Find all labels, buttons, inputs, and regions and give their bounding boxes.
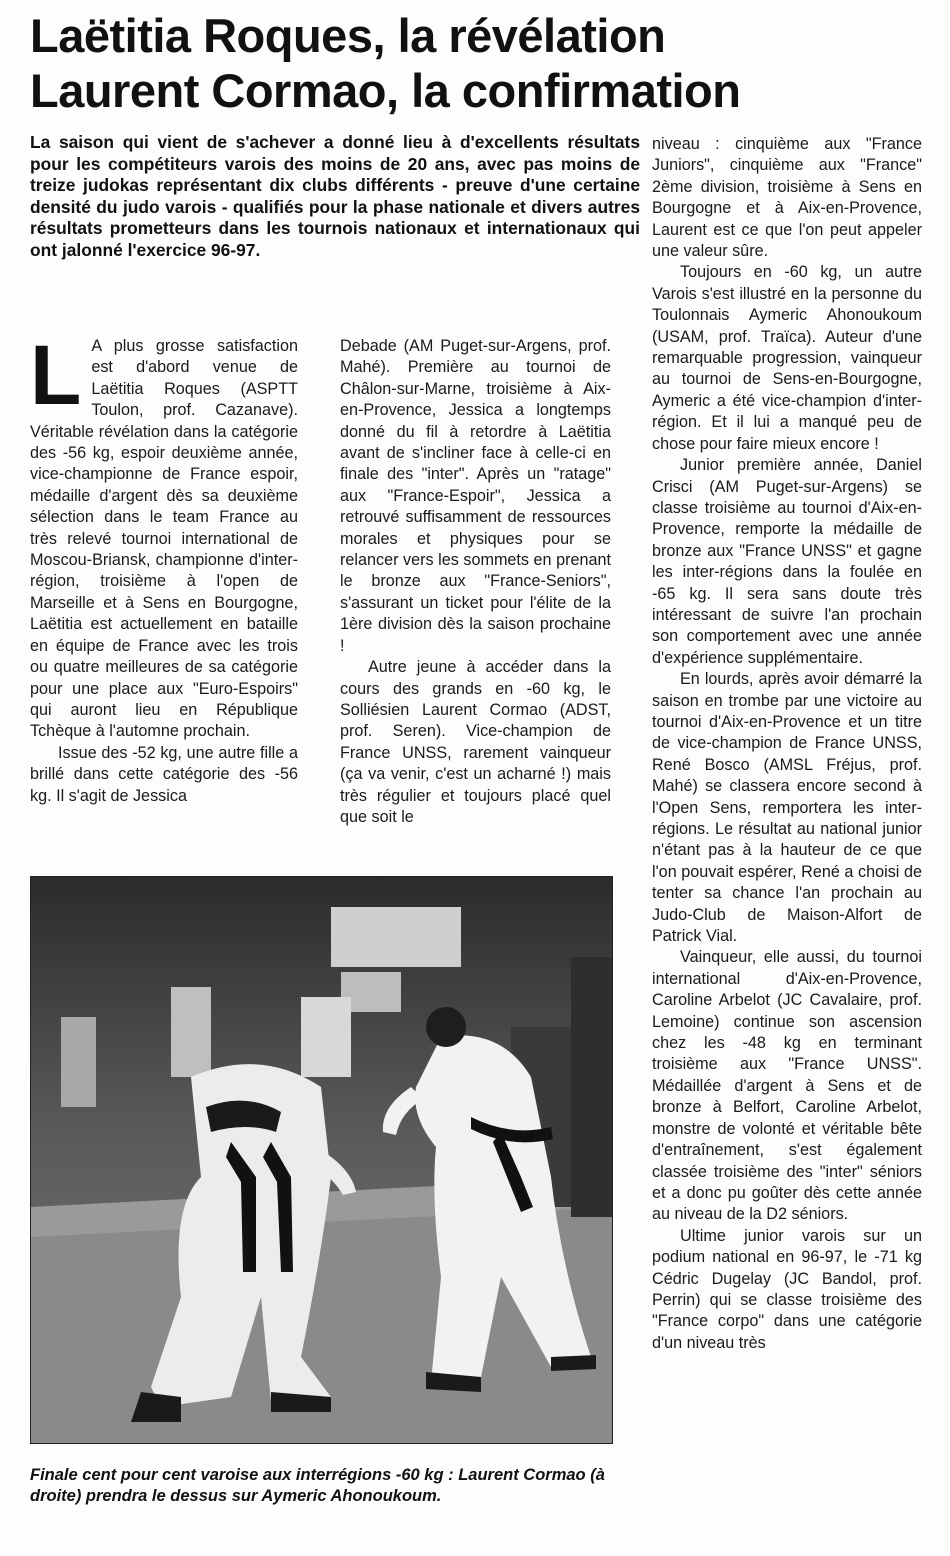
judo-photo-illustration xyxy=(31,877,612,1443)
column-2-paragraph-1: Debade (AM Puget-sur-Argens, prof. Mahé). Première au tournoi de Châlon-sur-Marne, troisième à Aix-en-Provence, Jessica a longtemps donné du fil à retordre à Laëtitia avant de s'incliner face à celle-ci en finale des "inter". Après un "ratage" aux "France-Espoir", Jessica a retrouvé suffisamment de ressources morales et physiques pour se relancer vers les sommets en prenant le bronze aux "France-Seniors", s'assurant un ticket pour l'élite de la 1ère division dès la saison prochaine ! xyxy=(340,337,611,655)
lead-paragraph: La saison qui vient de s'achever a donné lieu à d'excellents résultats pour les compétiteurs varois des moins de 20 ans, avec pas moins de treize judokas représentant dix clubs différents - preuve d'une certaine densité du judo varois - qualifiés pour la phase nationale et divers autres résultats prometteurs dans les tournois nationaux et internationaux qui ont jalonné l'exercice 96-97. xyxy=(30,132,640,260)
headline-line-2: Laurent Cormao, la confirmation xyxy=(30,64,741,117)
article-column-2 xyxy=(340,336,611,828)
headline-line-1: Laëtitia Roques, la révélation xyxy=(30,9,666,62)
column-3-paragraph-5: Vainqueur, elle aussi, du tournoi international d'Aix-en-Provence, Caroline Arbelot (JC Cavalaire, prof. Lemoine) continue son ascension chez les -48 kg en terminant troisième aux "France UNSS". Médaillée d'argent à Sens et de bronze à Belfort, Caroline Arbelot, monstre de volonté et véritable bête d'entraînement, s'est également classée troisième des "inter" séniors et a donc pu goûter dès cette année au niveau de la D2 séniors. xyxy=(652,948,922,1224)
column-3-paragraph-4: En lourds, après avoir démarré la saison en trombe par une victoire au tournoi d'Aix-en-Provence et un titre de vice-champion de France UNSS, René Bosco (AMSL Fréjus, prof. Mahé) se classera encore second à l'Open Sens, remportera les inter-régions. Le résultat au national junior n'étant pas à la hauteur de ce que l'on pouvait espérer, René a choisi de tenter sa chance l'an prochain au Judo-Club de Maison-Alfort de Patrick Vial. xyxy=(652,670,922,946)
column-2-paragraph-2: Autre jeune à accéder dans la cours des grands en -60 kg, le Solliésien Laurent Cormao (ADST, prof. Seren). Vice-champion de France UNSS, rarement vainqueur (ça va venir, c'est un acharné !) mais très régulier et toujours placé quel que soit le xyxy=(340,658,611,826)
column-3-paragraph-2: Toujours en -60 kg, un autre Varois s'est illustré en la personne du Toulonnais Aymeric Ahonoukoum (USAM, prof. Traïca). Auteur d'une remarquable progression, vainqueur au tournoi de Sens-en-Bourgogne, Aymeric a été vice-champion d'inter-région. Et il lui a manqué peu de chose pour faire mieux encore ! xyxy=(652,263,922,453)
article-column-3 xyxy=(652,134,922,1354)
column-3-paragraph-6: Ultime junior varois sur un podium national en 96-97, le -71 kg Cédric Dugelay (JC Bandol, prof. Perrin) qui se classe troisième des "France corpo" dans une catégorie d'un niveau très xyxy=(652,1226,922,1352)
article-column-1 xyxy=(30,328,298,807)
headline xyxy=(30,8,930,118)
column-1-paragraph-1 xyxy=(30,328,298,743)
column-1-paragraph-1-text: A plus grosse satisfaction est d'abord venue de Laëtitia Roques (ASPTT Toulon, prof. Cazanave). Véritable révélation dans la catégorie des -56 kg, espoir deuxième année, vice-championne de France espoir, médaille d'argent dès sa deuxième sélection dans le team France au très relevé tournoi international de Moscou-Briansk, championne d'inter-région, troisième à l'open de Marseille et à Sens en Bourgogne, Laëtitia est actuellement en bataille en équipe de France avec les trois ou quatre meilleures de sa catégorie pour une place aux "Euro-Espoirs" qui auront lieu en République Tchèque à l'automne prochain. xyxy=(30,337,298,741)
column-3-paragraph-1: niveau : cinquième aux "France Juniors", cinquième aux "France" 2ème division, troisième à Sens en Bourgogne et à Aix-en-Provence, Laurent est ce que l'on peut appeler une valeur sûre. xyxy=(652,135,922,261)
judo-photo xyxy=(30,876,613,1444)
drop-cap: L xyxy=(30,328,82,422)
photo-caption: Finale cent pour cent varoise aux interrégions -60 kg : Laurent Cormao (à droite) prendra le dessus sur Aymeric Ahonoukoum. xyxy=(30,1466,605,1505)
column-1-paragraph-2: Issue des -52 kg, une autre fille a brillé dans cette catégorie des -56 kg. Il s'agit de Jessica xyxy=(30,743,298,805)
column-3-paragraph-3: Junior première année, Daniel Crisci (AM Puget-sur-Argens) se classe troisième au tournoi d'Aix-en-Provence, remporte la médaille de bronze aux "France UNSS" et gagne les inter-régions dans la foulée en -65 kg. Il sera sans doute très intéressant de suivre l'an prochain son comportement avec une année d'expérience supplémentaire. xyxy=(652,456,922,667)
